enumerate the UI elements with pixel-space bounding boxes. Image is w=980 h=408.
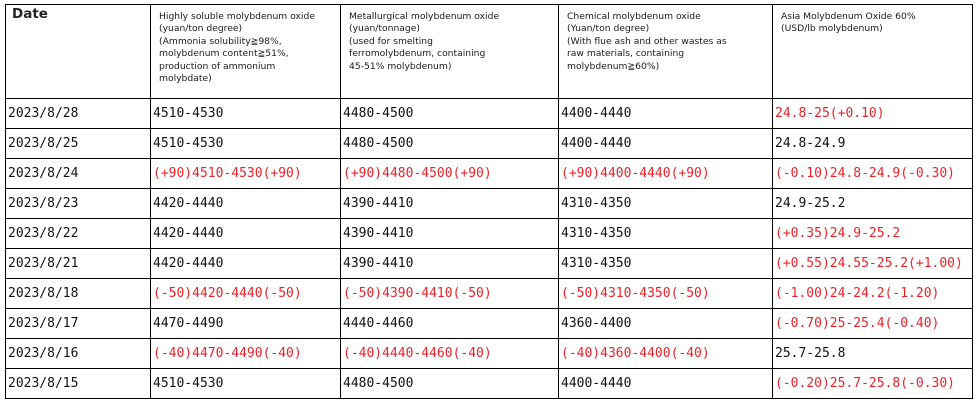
highly-soluble-price-cell: (-40)4470-4490(-40) [151,339,341,369]
highly-soluble-price-cell: 4420-4440 [151,189,341,219]
header-highly-soluble-oxide: Highly soluble molybdenum oxide (yuan/ton degree) (Ammonia solubility≧98%, molybdenum content≧51%, production of ammonium molybdate) [151,5,341,99]
date-cell: 2023/8/28 [6,99,151,129]
chemical-price-cell: 4360-4400 [559,309,773,339]
highly-soluble-price-cell: (+90)4510-4530(+90) [151,159,341,189]
metallurgical-price-cell: (+90)4480-4500(+90) [341,159,559,189]
asia-price-cell: (-1.00)24-24.2(-1.20) [773,279,973,309]
asia-price-cell: (-0.10)24.8-24.9(-0.30) [773,159,973,189]
chemical-price-cell: 4400-4440 [559,129,773,159]
header-chemical-oxide: Chemical molybdenum oxide (Yuan/ton degree) (With flue ash and other wastes as raw materials, containing molybdenum≧60%) [559,5,773,99]
date-cell: 2023/8/18 [6,279,151,309]
highly-soluble-price-cell: 4420-4440 [151,249,341,279]
highly-soluble-price-cell: 4470-4490 [151,309,341,339]
metallurgical-price-cell: 4480-4500 [341,99,559,129]
header-metallurgical-oxide: Metallurgical molybdenum oxide (yuan/tonnage) (used for smelting ferromolybdenum, containing 45-51% molybdenum) [341,5,559,99]
table-row [6,249,973,279]
table-row [6,369,973,399]
highly-soluble-price-cell: 4510-4530 [151,99,341,129]
table-row [6,159,973,189]
metallurgical-price-cell: 4390-4410 [341,219,559,249]
chemical-price-cell: 4310-4350 [559,189,773,219]
date-cell: 2023/8/25 [6,129,151,159]
chemical-price-cell: 4310-4350 [559,249,773,279]
highly-soluble-price-cell: (-50)4420-4440(-50) [151,279,341,309]
date-cell: 2023/8/24 [6,159,151,189]
date-cell: 2023/8/22 [6,219,151,249]
asia-price-cell: (-0.20)25.7-25.8(-0.30) [773,369,973,399]
chemical-price-cell: (-50)4310-4350(-50) [559,279,773,309]
asia-price-cell: 25.7-25.8 [773,339,973,369]
table-row [6,189,973,219]
metallurgical-price-cell: 4480-4500 [341,129,559,159]
chemical-price-cell: (+90)4400-4440(+90) [559,159,773,189]
table-row [6,339,973,369]
date-cell: 2023/8/15 [6,369,151,399]
chemical-price-cell: 4400-4440 [559,369,773,399]
asia-price-cell: 24.8-25(+0.10) [773,99,973,129]
table-row [6,219,973,249]
header-date: Date [6,5,151,99]
table-row [6,129,973,159]
metallurgical-price-cell: 4480-4500 [341,369,559,399]
table-row [6,99,973,129]
chemical-price-cell: 4310-4350 [559,219,773,249]
asia-price-cell: (-0.70)25-25.4(-0.40) [773,309,973,339]
table-row [6,309,973,339]
asia-price-cell: (+0.35)24.9-25.2 [773,219,973,249]
molybdenum-price-table [5,4,973,399]
date-cell: 2023/8/23 [6,189,151,219]
highly-soluble-price-cell: 4420-4440 [151,219,341,249]
chemical-price-cell: 4400-4440 [559,99,773,129]
highly-soluble-price-cell: 4510-4530 [151,369,341,399]
metallurgical-price-cell: 4390-4410 [341,249,559,279]
date-cell: 2023/8/21 [6,249,151,279]
asia-price-cell: 24.9-25.2 [773,189,973,219]
metallurgical-price-cell: 4440-4460 [341,309,559,339]
highly-soluble-price-cell: 4510-4530 [151,129,341,159]
asia-price-cell: 24.8-24.9 [773,129,973,159]
metallurgical-price-cell: (-40)4440-4460(-40) [341,339,559,369]
date-cell: 2023/8/17 [6,309,151,339]
metallurgical-price-cell: (-50)4390-4410(-50) [341,279,559,309]
table-row [6,279,973,309]
date-cell: 2023/8/16 [6,339,151,369]
chemical-price-cell: (-40)4360-4400(-40) [559,339,773,369]
metallurgical-price-cell: 4390-4410 [341,189,559,219]
header-row [6,5,973,99]
asia-price-cell: (+0.55)24.55-25.2(+1.00) [773,249,973,279]
header-asia-oxide-60: Asia Molybdenum Oxide 60% (USD/lb molybdenum) [773,5,973,99]
